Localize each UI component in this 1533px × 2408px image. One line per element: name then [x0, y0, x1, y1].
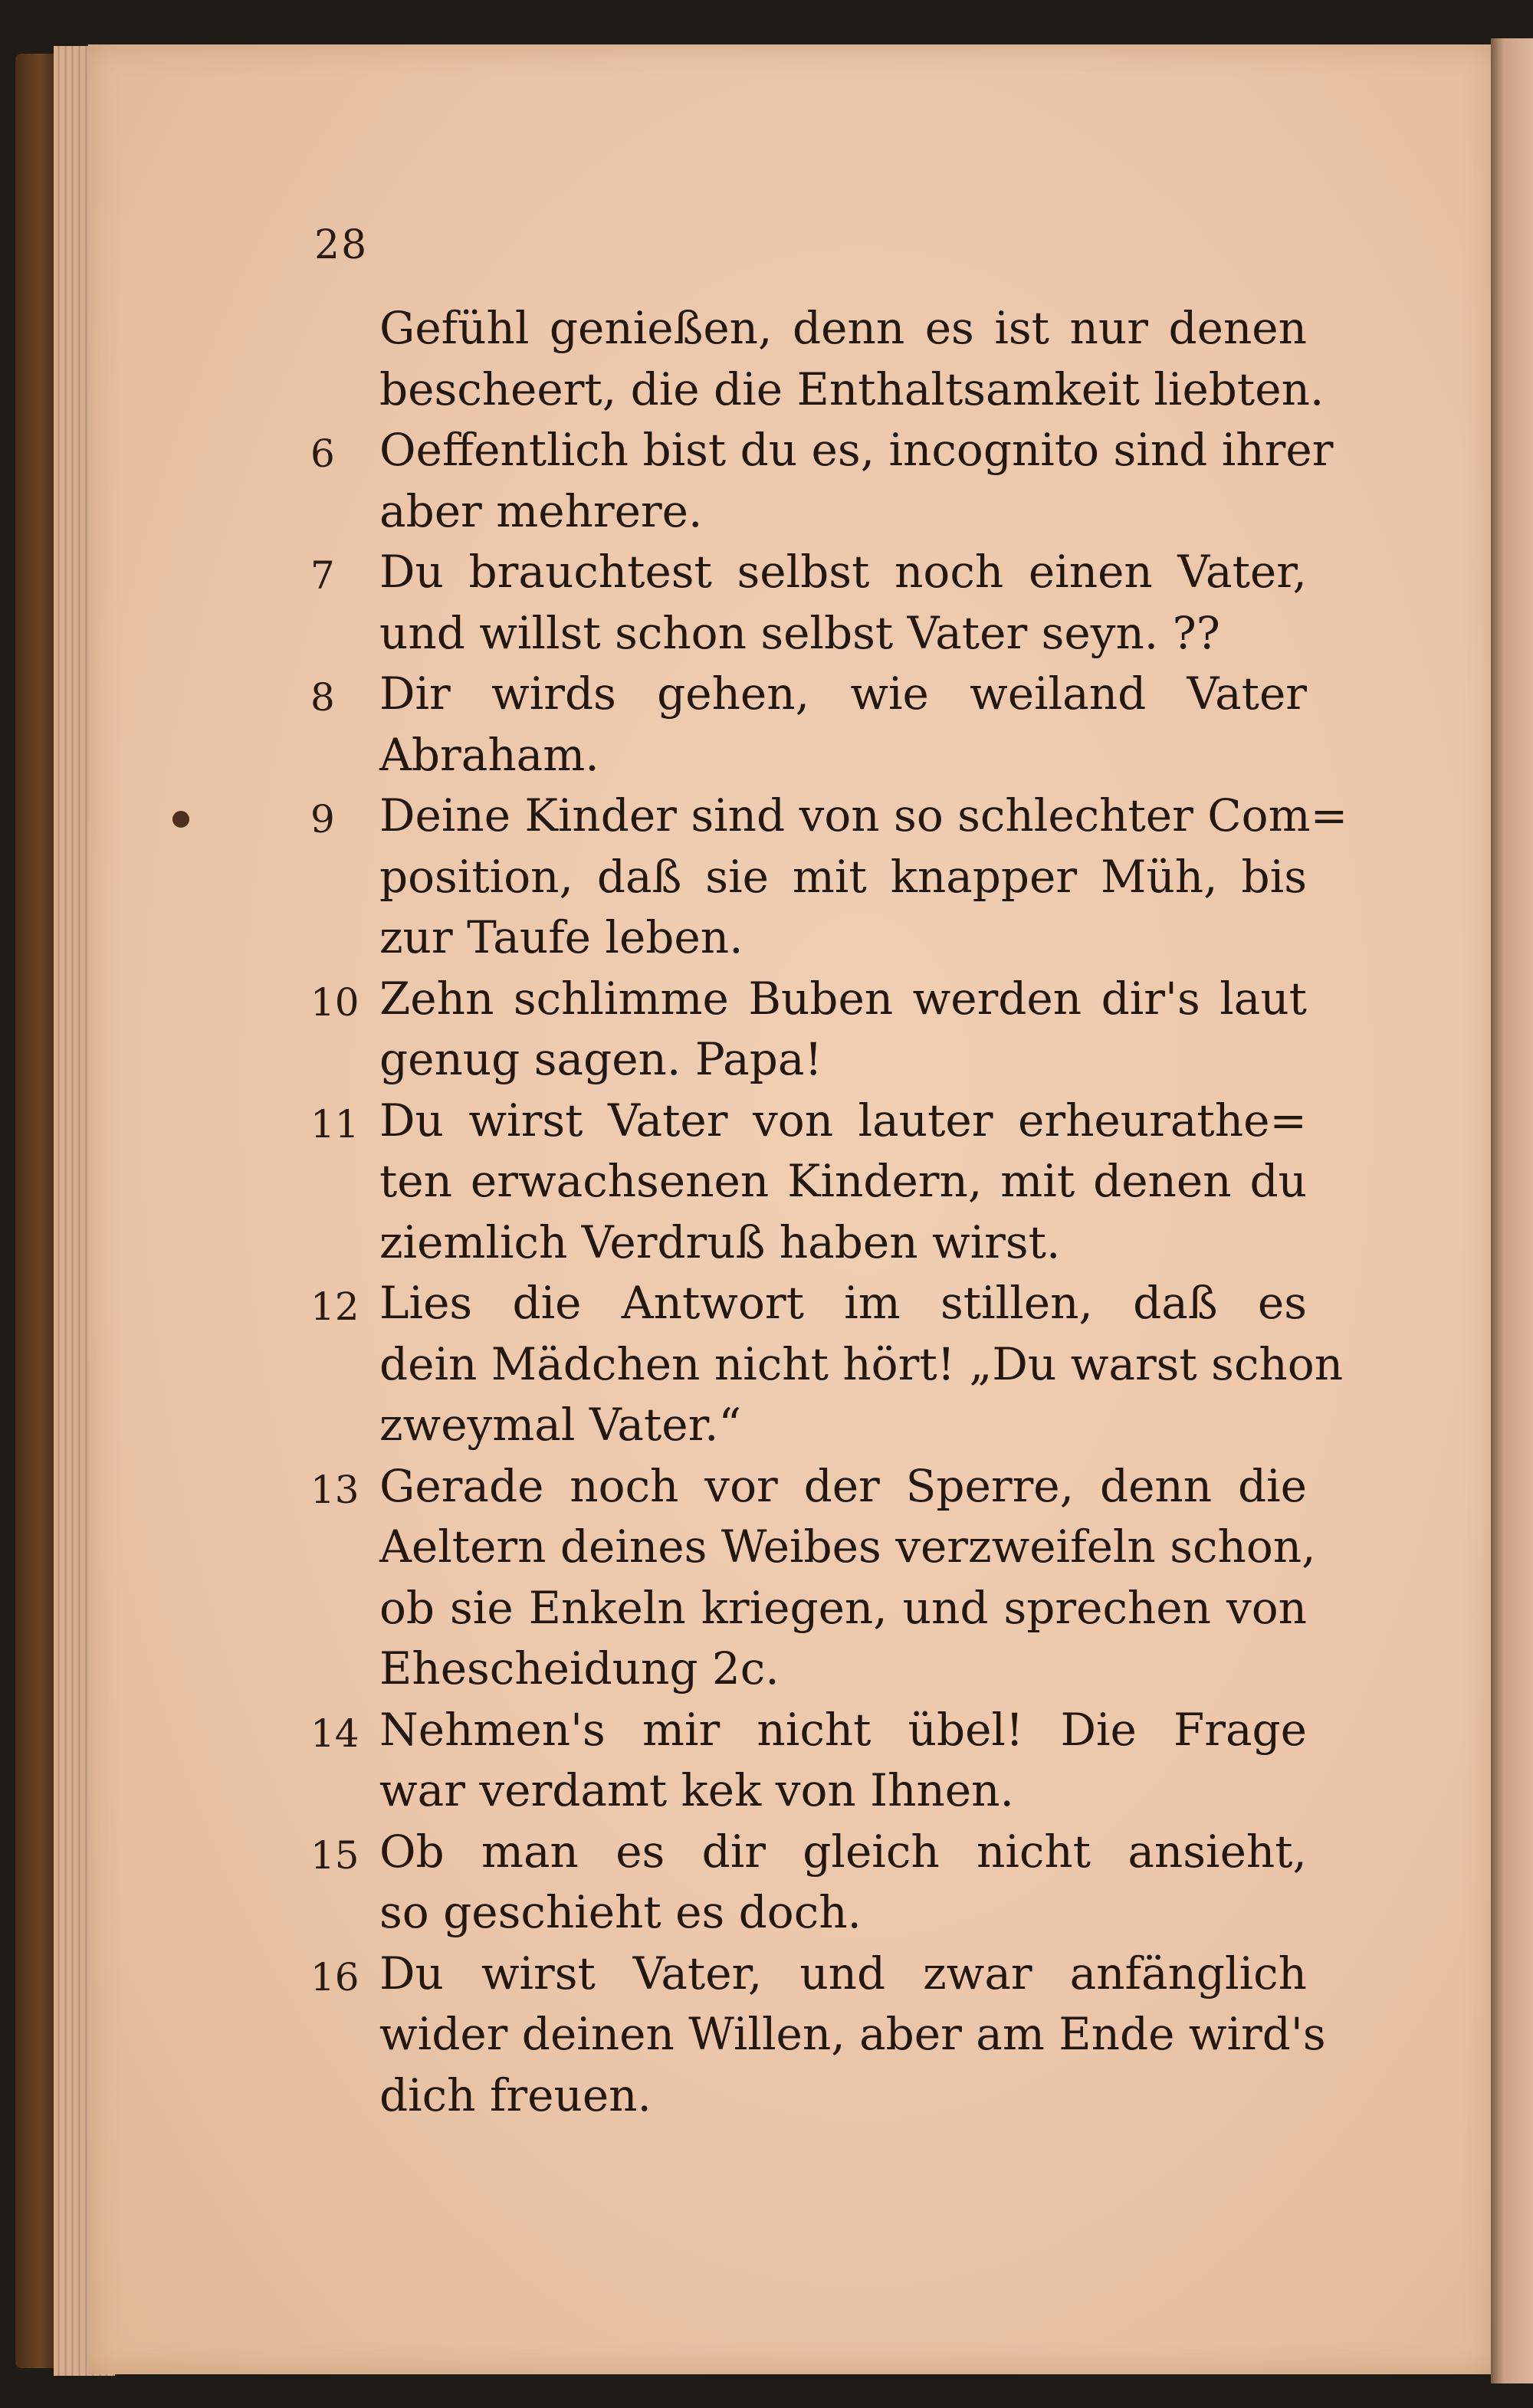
text-line: war verdamt kek von Ihnen.	[379, 1764, 1014, 1816]
text-line: Dir wirds gehen, wie weiland Vater	[379, 668, 1307, 720]
text-line: zweymal Vater.“	[379, 1399, 742, 1451]
text-line: Abraham.	[379, 728, 599, 781]
text-line: ziemlich Verdruß haben wirst.	[379, 1215, 1061, 1268]
text-line: genug sagen. Papa!	[379, 1033, 822, 1085]
text-line: zur Taufe leben.	[379, 911, 744, 963]
text-line: Ob man es dir gleich nicht ansieht,	[379, 1825, 1307, 1878]
text-line: Du wirst Vater von lauter erheurathe=	[379, 1094, 1307, 1147]
text-line: dein Mädchen nicht hört! „Du warst schon	[379, 1337, 1344, 1390]
ink-spot	[172, 811, 189, 828]
facing-page-edge	[1491, 38, 1533, 2383]
page-number: 28	[314, 222, 369, 268]
text-line: Lies die Antwort im stillen, daß es	[379, 1277, 1307, 1329]
text-line: Zehn schlimme Buben werden dir's laut	[379, 972, 1307, 1025]
text-line: Gerade noch vor der Sperre, denn die	[379, 1459, 1307, 1512]
entry-number: 15	[310, 1832, 359, 1878]
text-line: wider deinen Willen, aber am Ende wird's	[379, 2008, 1326, 2060]
text-line: dich freuen.	[379, 2068, 652, 2121]
entry-number: 8	[310, 675, 335, 720]
entry-number: 6	[310, 431, 335, 476]
entry-number: 10	[310, 979, 359, 1025]
text-line: Deine Kinder sind von so schlechter Com=	[379, 789, 1348, 841]
entry-number: 7	[310, 553, 335, 598]
entry-number: 9	[310, 797, 335, 841]
text-line: so geschieht es doch.	[379, 1886, 862, 1938]
text-line: Du brauchtest selbst noch einen Vater,	[379, 546, 1307, 598]
text-line: Nehmen's mir nicht übel! Die Frage	[379, 1703, 1307, 1756]
text-line: bescheert, die die Enthaltsamkeit liebten.	[379, 363, 1325, 415]
entry-number: 13	[310, 1467, 359, 1512]
entry-number: 14	[310, 1711, 359, 1756]
text-line: ten erwachsenen Kindern, mit denen du	[379, 1155, 1307, 1207]
text-line: Du wirst Vater, und zwar anfänglich	[379, 1947, 1307, 2000]
text-line: position, daß sie mit knapper Müh, bis	[379, 850, 1307, 903]
text-line: und willst schon selbst Vater seyn. ??	[379, 606, 1220, 659]
text-line: ob sie Enkeln kriegen, und sprechen von	[379, 1581, 1307, 1634]
text-line: aber mehrere.	[379, 484, 703, 537]
text-line: Oeffentlich bist du es, incognito sind ihrer	[379, 424, 1334, 476]
text-line: Aeltern deines Weibes verzweifeln schon,	[379, 1521, 1316, 1573]
text-line: Gefühl genießen, denn es ist nur denen	[379, 302, 1307, 354]
text-line: Ehescheidung 2c.	[379, 1642, 780, 1694]
entry-number: 12	[310, 1284, 359, 1329]
entry-number: 16	[310, 1954, 359, 2000]
entry-number: 11	[310, 1101, 359, 1147]
